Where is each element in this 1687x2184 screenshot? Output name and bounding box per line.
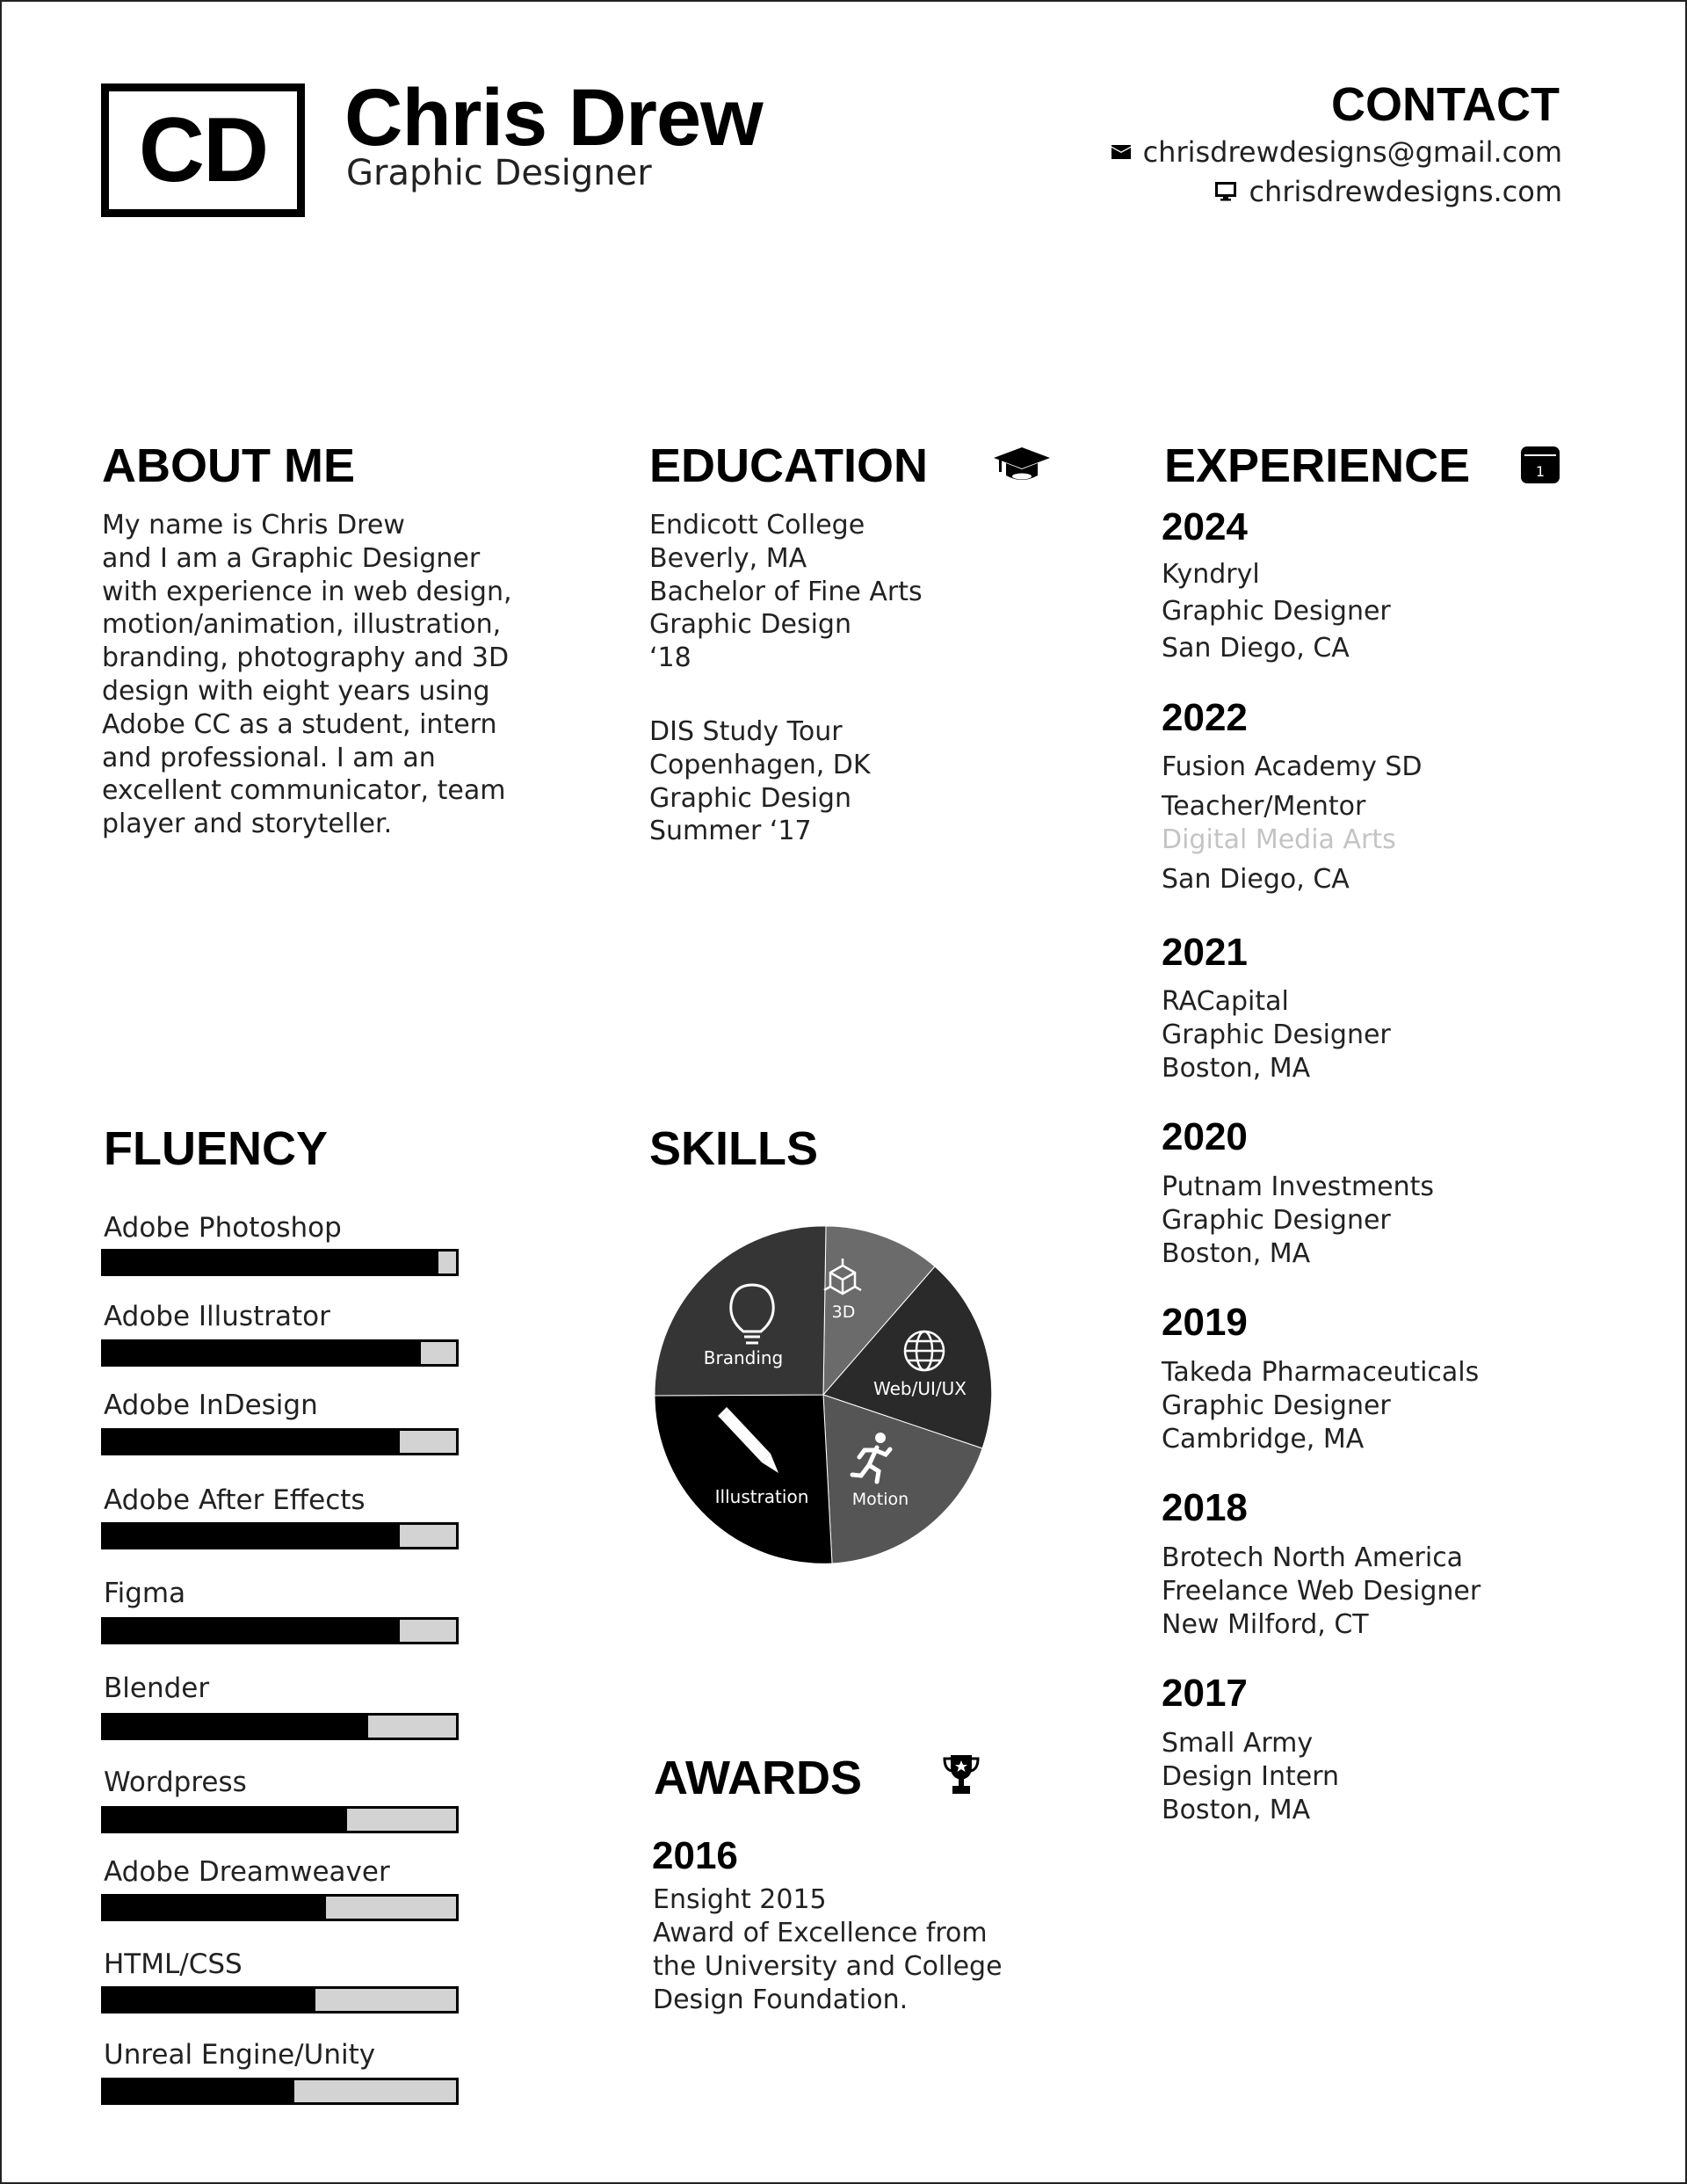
fluency-bar-fill [104, 1342, 421, 1364]
skill-label: Illustration [714, 1486, 809, 1507]
fluency-bar [101, 1986, 459, 2013]
education-heading: EDUCATION [649, 439, 928, 492]
experience-company: Fusion Academy SD [1162, 751, 1423, 782]
education-line: ‘18 [649, 642, 691, 674]
experience-company: Brotech North America [1162, 1542, 1464, 1573]
experience-location: San Diego, CA [1162, 633, 1350, 664]
experience-location: Boston, MA [1162, 1238, 1311, 1269]
fluency-bar [101, 1522, 459, 1549]
award-line: the University and College [653, 1951, 1003, 1982]
fluency-heading: FLUENCY [104, 1122, 328, 1175]
fluency-bar-fill [104, 1989, 315, 2011]
skills-pie [652, 1223, 995, 1566]
fluency-label: Unreal Engine/Unity [104, 2039, 376, 2071]
experience-entry [1162, 1356, 1479, 1456]
experience-year: 2018 [1162, 1486, 1248, 1529]
experience-year: 2020 [1162, 1115, 1248, 1158]
fluency-bar-fill [104, 1431, 400, 1453]
experience-title: Teacher/Mentor [1162, 791, 1366, 822]
fluency-bar-fill [104, 1620, 400, 1642]
experience-year: 2019 [1162, 1301, 1248, 1344]
award-year: 2016 [652, 1834, 738, 1877]
fluency-label: Wordpress [104, 1767, 247, 1798]
contact-heading: CONTACT [1331, 78, 1560, 131]
award-text [653, 1883, 1003, 2017]
fluency-bar-fill [104, 1809, 347, 1831]
experience-location: Boston, MA [1162, 1795, 1311, 1825]
experience-company: Kyndryl [1162, 559, 1260, 590]
experience-year: 2024 [1162, 505, 1248, 548]
fluency-bar [101, 1894, 459, 1921]
education-entry [649, 509, 923, 675]
fluency-label: Blender [104, 1672, 210, 1704]
experience-department: Digital Media Arts [1162, 824, 1396, 855]
about-line: branding, photography and 3D [102, 642, 510, 674]
experience-year: 2017 [1162, 1672, 1248, 1715]
fluency-label: HTML/CSS [104, 1948, 243, 1980]
experience-entry [1162, 985, 1391, 1085]
about-line: design with eight years using [102, 675, 490, 707]
fluency-bar [101, 2078, 459, 2105]
education-line: Endicott College [649, 510, 865, 541]
experience-entry [1162, 1171, 1434, 1271]
contact-website-row [1215, 175, 1562, 208]
education-line: Graphic Design [649, 609, 851, 641]
fluency-bar-fill [104, 1252, 438, 1273]
award-line: Award of Excellence from [653, 1918, 988, 1948]
about-line: with experience in web design, [102, 576, 512, 607]
about-text [102, 509, 512, 841]
fluency-bar-fill [104, 1716, 368, 1738]
experience-title: Graphic Designer [1162, 596, 1391, 627]
experience-title: Graphic Designer [1162, 1390, 1391, 1421]
experience-title: Graphic Designer [1162, 1205, 1391, 1236]
experience-title: Design Intern [1162, 1761, 1340, 1792]
fluency-bar-fill [104, 1897, 326, 1919]
fluency-bar [101, 1617, 459, 1644]
experience-company: RACapital [1162, 986, 1289, 1017]
about-line: motion/animation, illustration, [102, 609, 502, 641]
fluency-label: Adobe InDesign [104, 1389, 318, 1421]
envelope-icon [1111, 145, 1131, 159]
education-line: Bachelor of Fine Arts [649, 576, 923, 607]
experience-company: Takeda Pharmaceuticals [1162, 1357, 1480, 1388]
calendar-number: 1 [1535, 463, 1546, 480]
fluency-bar [101, 1806, 459, 1833]
logo-text: CD [138, 98, 268, 201]
experience-location: San Diego, CA [1162, 864, 1350, 895]
contact-website[interactable]: chrisdrewdesigns.com [1249, 175, 1562, 208]
award-line: Design Foundation. [653, 1984, 909, 2015]
skill-segment-branding [655, 1226, 826, 1396]
award-line: Ensight 2015 [653, 1884, 827, 1915]
contact-email[interactable]: chrisdrewdesigns@gmail.com [1142, 135, 1562, 169]
about-line: and professional. I am an [102, 742, 436, 773]
fluency-bar [101, 1713, 459, 1740]
fluency-label: Adobe Illustrator [104, 1301, 330, 1332]
fluency-bar-fill [104, 2080, 294, 2102]
about-line: excellent communicator, team [102, 775, 506, 807]
education-line: DIS Study Tour [649, 716, 843, 747]
experience-location: Boston, MA [1162, 1053, 1311, 1084]
education-line: Summer ‘17 [649, 816, 812, 847]
fluency-label: Figma [104, 1578, 186, 1609]
experience-company: Small Army [1162, 1728, 1314, 1759]
skills-heading: SKILLS [649, 1122, 819, 1175]
education-line: Beverly, MA [649, 542, 807, 574]
education-entry [649, 715, 871, 848]
experience-heading: EXPERIENCE [1164, 439, 1471, 492]
fluency-label: Adobe Dreamweaver [104, 1856, 390, 1888]
experience-location: New Milford, CT [1162, 1609, 1369, 1640]
skill-segment-illustration [655, 1395, 832, 1564]
experience-entry [1162, 558, 1391, 665]
about-line: player and storyteller. [102, 809, 393, 840]
calendar-icon [1519, 443, 1561, 485]
experience-title: Graphic Designer [1162, 1019, 1391, 1050]
about-heading: ABOUT ME [102, 439, 355, 492]
contact-email-row [1111, 135, 1562, 169]
logo [101, 83, 305, 217]
skill-label: 3D [831, 1302, 856, 1322]
trophy-icon [943, 1753, 980, 1796]
experience-title: Freelance Web Designer [1162, 1576, 1481, 1607]
about-line: and I am a Graphic Designer [102, 542, 481, 574]
experience-entry [1162, 1542, 1481, 1642]
experience-location: Cambridge, MA [1162, 1424, 1365, 1455]
role-subtitle: Graphic Designer [346, 153, 652, 193]
education-line: Copenhagen, DK [649, 749, 871, 780]
experience-entry [1162, 751, 1423, 896]
experience-year: 2022 [1162, 696, 1248, 739]
about-line: Adobe CC as a student, intern [102, 708, 497, 740]
fluency-label: Adobe After Effects [104, 1484, 366, 1516]
experience-year: 2021 [1162, 931, 1248, 974]
fluency-bar-fill [104, 1525, 400, 1547]
skill-label: Web/UI/UX [873, 1378, 967, 1399]
name-title: Chris Drew [344, 73, 763, 163]
awards-heading: AWARDS [654, 1752, 863, 1804]
experience-company: Putnam Investments [1162, 1172, 1435, 1202]
skill-label: Motion [851, 1490, 909, 1509]
experience-entry [1162, 1727, 1339, 1827]
education-line: Graphic Design [649, 782, 851, 814]
skill-label: Branding [703, 1347, 784, 1368]
fluency-bar [101, 1339, 459, 1367]
fluency-label: Adobe Photoshop [104, 1212, 342, 1244]
fluency-bar [101, 1428, 459, 1455]
about-line: My name is Chris Drew [102, 510, 405, 541]
monitor-icon [1215, 182, 1236, 201]
fluency-bar [101, 1249, 459, 1276]
graduation-cap-icon [993, 446, 1051, 483]
